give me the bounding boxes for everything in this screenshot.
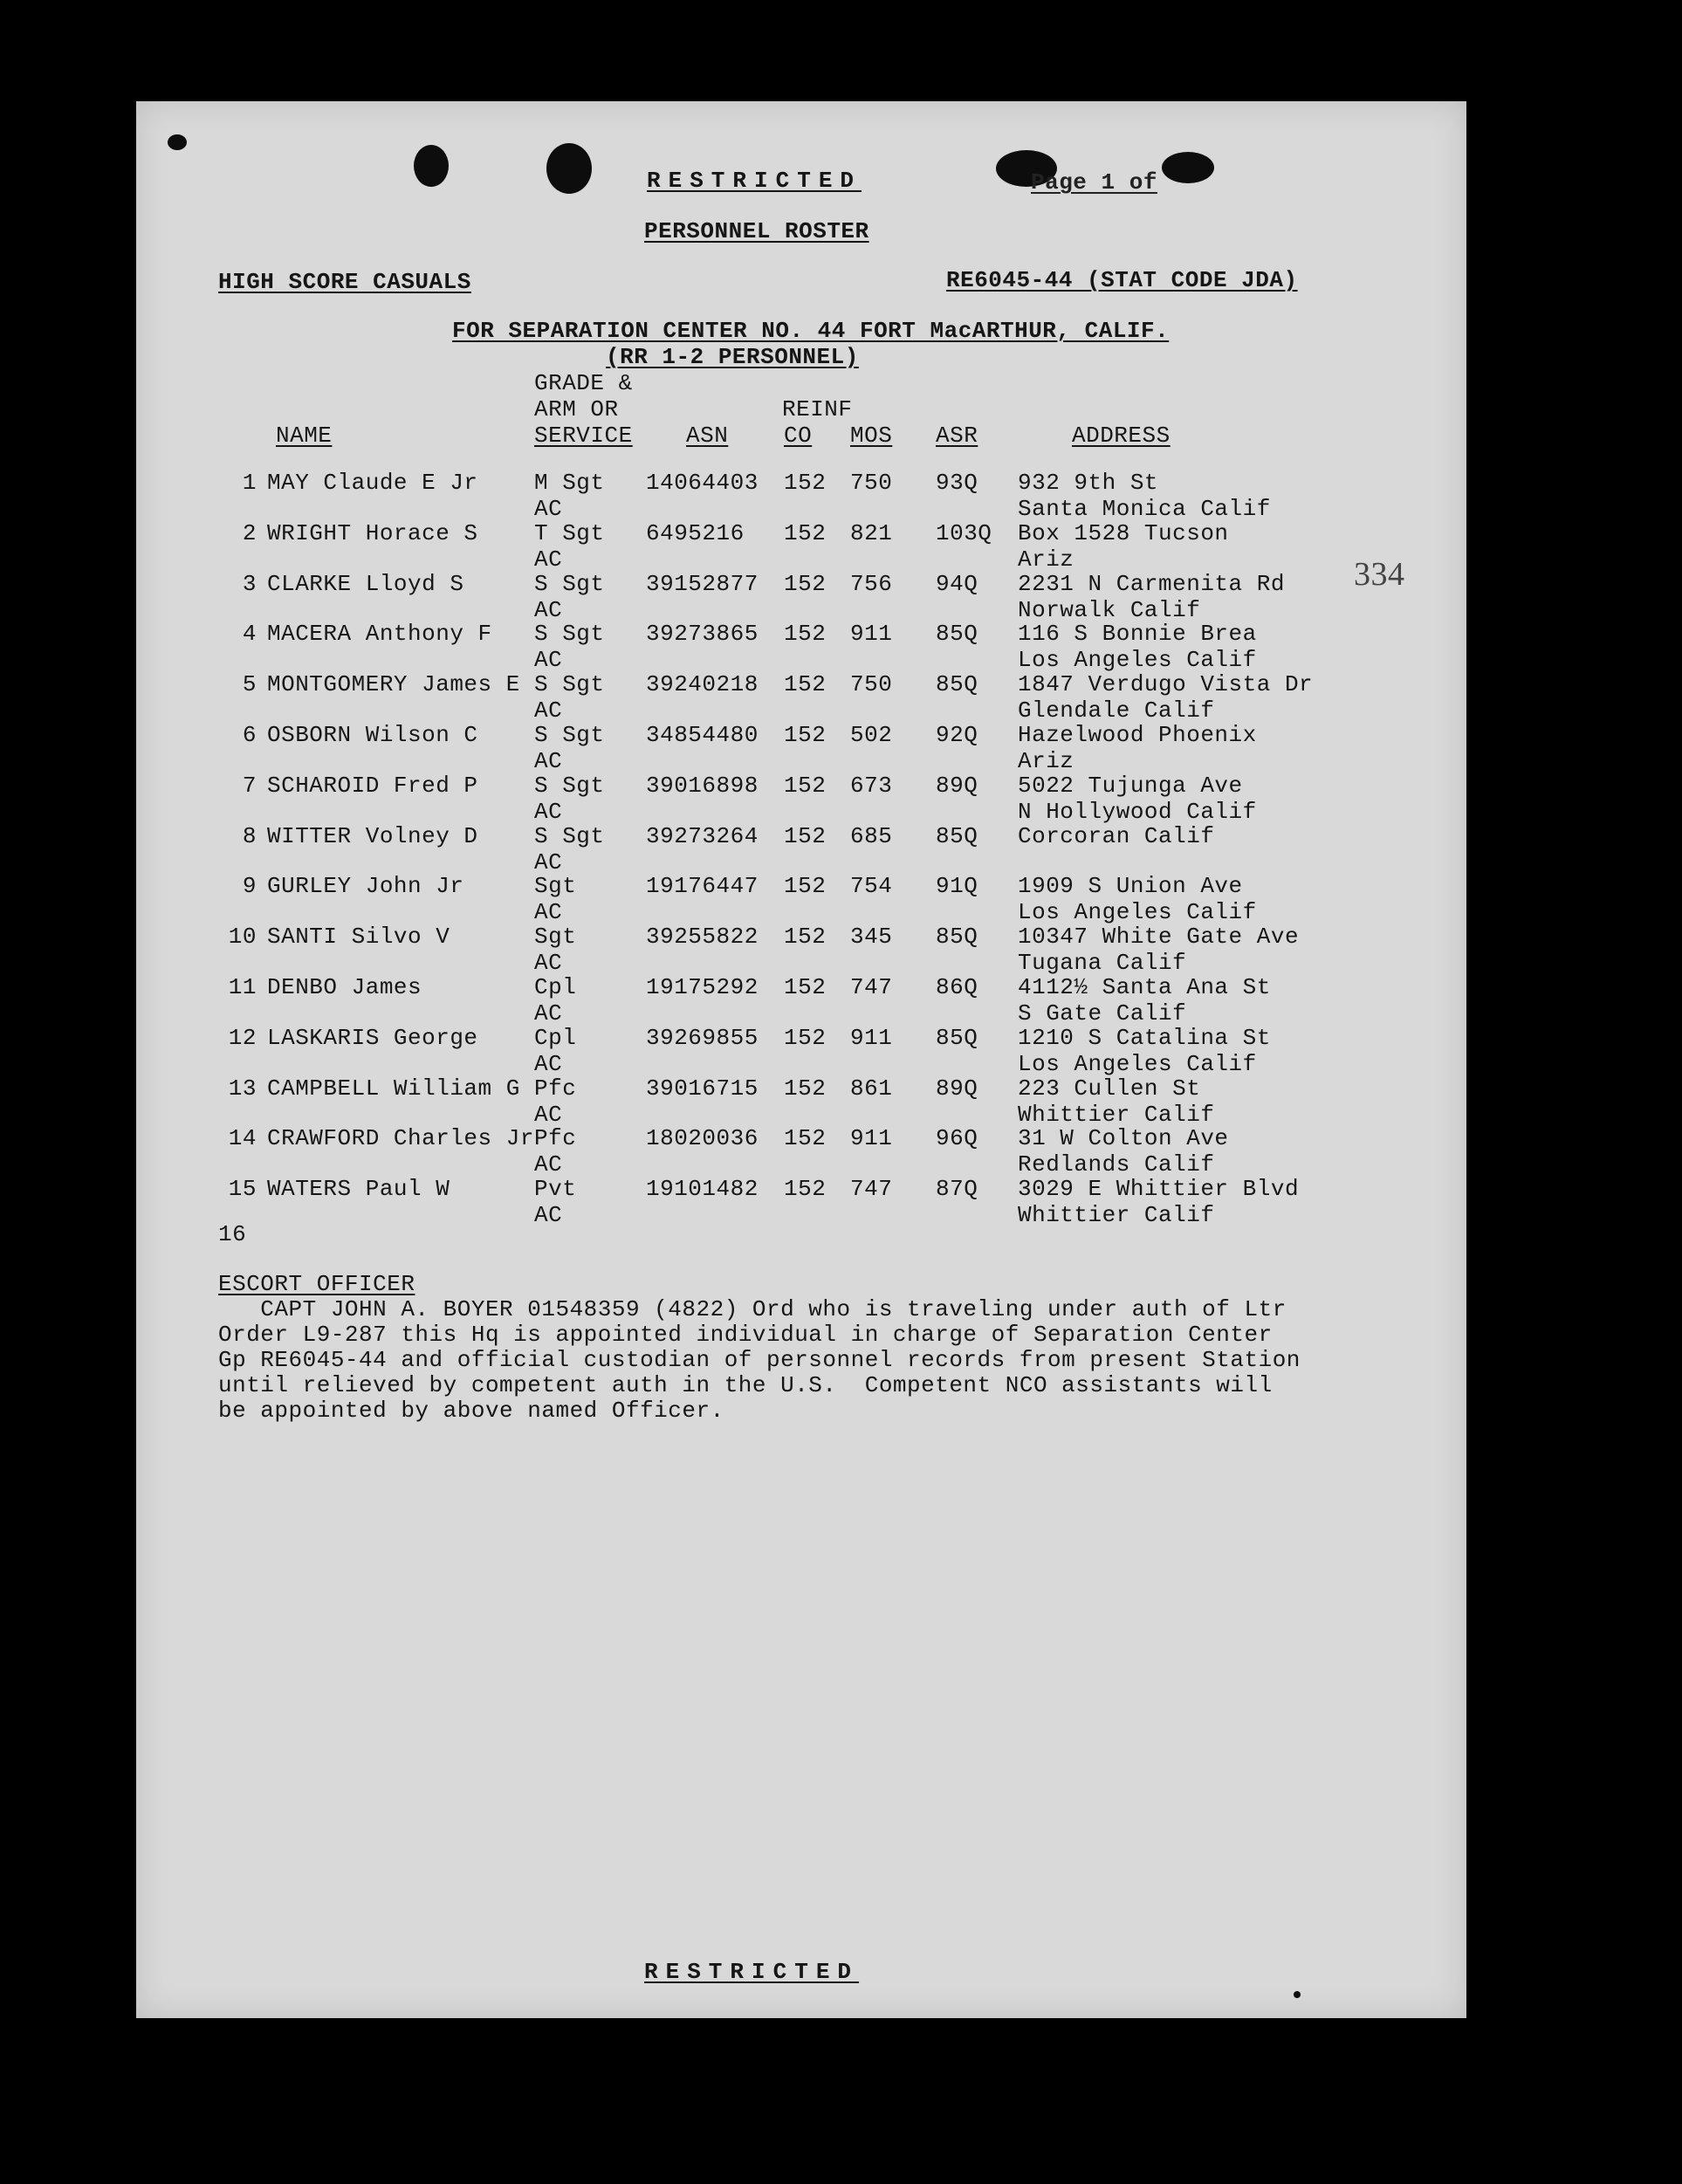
row-num: 7 (242, 772, 257, 799)
row-mos: 821 (850, 519, 893, 546)
table-row (136, 875, 1466, 925)
row-num: 2 (242, 519, 257, 546)
row-grade: Sgt (534, 873, 577, 900)
row-name: CLARKE Lloyd S (267, 570, 464, 597)
row-asr: 93Q (936, 470, 978, 496)
row-asr: 87Q (936, 1176, 978, 1203)
row-asn: 39152877 (646, 570, 759, 597)
row-addr2: Redlands Calif (1018, 1151, 1215, 1178)
col-asn: ASN (686, 422, 729, 449)
row-addr2: S Gate Calif (1018, 1000, 1187, 1027)
row-asn: 39255822 (646, 924, 759, 951)
table-row (136, 1024, 1466, 1077)
row-mos: 345 (850, 924, 893, 951)
row-arm: AC (534, 1101, 563, 1128)
row-grade: M Sgt (534, 470, 605, 496)
row-asn: 39273865 (646, 621, 759, 648)
row-co: 152 (784, 570, 827, 597)
col-grade-line2: ARM OR (534, 396, 619, 422)
row-num: 3 (242, 570, 257, 597)
row-addr1: 2231 N Carmenita Rd (1018, 570, 1285, 597)
col-name: NAME (276, 422, 333, 449)
roster-page (136, 101, 1466, 2018)
row-co: 152 (784, 772, 827, 799)
row-asn: 19176447 (646, 873, 759, 900)
row-addr2: Whittier Calif (1018, 1202, 1215, 1229)
row-asr: 85Q (936, 822, 978, 849)
row-asn: 14064403 (646, 470, 759, 496)
row-asn: 39016715 (646, 1075, 759, 1102)
row-grade: S Sgt (534, 722, 605, 748)
row-16-number: 16 (218, 1221, 247, 1247)
row-grade: Pfc (534, 1125, 577, 1152)
row-arm: AC (534, 798, 563, 825)
restricted-bottom: RESTRICTED (644, 1959, 860, 1985)
row-co: 152 (784, 470, 827, 496)
row-name: CAMPBELL William G (267, 1075, 520, 1102)
row-addr1: 4112½ Santa Ana St (1018, 974, 1271, 1000)
row-addr1: 10347 White Gate Ave (1018, 924, 1300, 951)
row-mos: 911 (850, 621, 893, 648)
escort-line: until relieved by competent auth in the U.S. Competent NCO assistants will (218, 1372, 1273, 1398)
row-arm: AC (534, 848, 563, 876)
row-grade: Pvt (534, 1176, 577, 1203)
row-co: 152 (784, 1075, 827, 1102)
row-num: 9 (242, 873, 257, 900)
row-asr: 92Q (936, 722, 978, 748)
row-addr1: 1909 S Union Ave (1018, 873, 1243, 900)
row-grade: S Sgt (534, 822, 605, 849)
row-mos: 911 (850, 1125, 893, 1152)
col-grade-line3: SERVICE (534, 422, 633, 449)
punch-hole-center (546, 143, 592, 194)
row-addr2: Glendale Calif (1018, 697, 1215, 725)
row-arm: AC (534, 596, 563, 623)
row-num: 8 (242, 822, 257, 849)
row-addr1: 3029 E Whittier Blvd (1018, 1176, 1300, 1203)
row-num: 11 (228, 974, 257, 1000)
col-grade-line1: GRADE & (534, 370, 633, 396)
row-addr1: 223 Cullen St (1018, 1075, 1201, 1102)
row-mos: 911 (850, 1024, 893, 1051)
row-num: 6 (242, 722, 257, 748)
personnel-line: (RR 1-2 PERSONNEL) (606, 344, 859, 370)
row-arm: AC (534, 1050, 563, 1077)
table-row (136, 570, 1466, 623)
row-addr1: Corcoran Calif (1018, 822, 1215, 849)
row-asr: 85Q (936, 1024, 978, 1051)
row-arm: AC (534, 1202, 563, 1229)
row-mos: 861 (850, 1075, 893, 1102)
row-name: GURLEY John Jr (267, 873, 464, 900)
col-co: CO (784, 422, 813, 449)
row-asr: 103Q (936, 519, 992, 546)
row-name: SANTI Silvo V (267, 924, 450, 951)
row-name: MAY Claude E Jr (267, 470, 478, 496)
row-asn: 39269855 (646, 1024, 759, 1051)
row-asn: 34854480 (646, 722, 759, 748)
row-arm: AC (534, 899, 563, 926)
side-stamp-number: 334 (1354, 556, 1405, 593)
table-row (136, 673, 1466, 724)
row-asn: 19175292 (646, 974, 759, 1000)
row-num: 15 (228, 1176, 257, 1203)
row-asn: 39016898 (646, 772, 759, 799)
row-addr1: 31 W Colton Ave (1018, 1125, 1229, 1152)
row-asr: 89Q (936, 1075, 978, 1102)
row-addr2: Ariz (1018, 748, 1074, 774)
row-addr1: Hazelwood Phoenix (1018, 722, 1257, 748)
ink-blot-page-total (1162, 152, 1214, 183)
row-addr1: Box 1528 Tucson (1018, 519, 1229, 546)
escort-line: Order L9-287 this Hq is appointed individual in charge of Separation Center (218, 1322, 1273, 1348)
row-num: 12 (228, 1024, 257, 1051)
row-co: 152 (784, 621, 827, 648)
row-addr2: Whittier Calif (1018, 1101, 1215, 1128)
row-co: 152 (784, 1024, 827, 1051)
center-line: FOR SEPARATION CENTER NO. 44 FORT MacARTHUR, CALIF. (452, 318, 1170, 344)
row-asn: 18020036 (646, 1125, 759, 1152)
row-co: 152 (784, 873, 827, 900)
row-num: 10 (228, 924, 257, 951)
row-name: MONTGOMERY James E (267, 671, 520, 698)
row-num: 13 (228, 1075, 257, 1102)
row-addr2: Los Angeles Calif (1018, 899, 1257, 926)
row-mos: 754 (850, 873, 893, 900)
row-mos: 673 (850, 772, 893, 799)
row-mos: 750 (850, 470, 893, 496)
row-asn: 39273264 (646, 822, 759, 849)
row-arm: AC (534, 1151, 563, 1178)
row-num: 4 (242, 621, 257, 648)
restricted-top: RESTRICTED (647, 168, 862, 194)
escort-line: be appointed by above named Officer. (218, 1398, 724, 1424)
row-arm: AC (534, 496, 563, 522)
row-co: 152 (784, 519, 827, 546)
row-name: LASKARIS George (267, 1024, 478, 1051)
escort-line: CAPT JOHN A. BOYER 01548359 (4822) Ord who is traveling under auth of Ltr (218, 1296, 1287, 1322)
col-reinf: REINF (782, 396, 853, 422)
row-arm: AC (534, 546, 563, 573)
row-num: 1 (242, 470, 257, 496)
row-grade: Cpl (534, 1024, 577, 1051)
table-row (136, 519, 1466, 573)
ink-blot-top-left (168, 134, 187, 150)
row-arm: AC (534, 1000, 563, 1027)
row-addr1: 932 9th St (1018, 470, 1159, 496)
row-addr1: 1847 Verdugo Vista Dr (1018, 671, 1314, 698)
row-grade: Cpl (534, 974, 577, 1000)
col-asr: ASR (936, 422, 978, 449)
table-row (136, 724, 1466, 774)
row-asr: 85Q (936, 671, 978, 698)
row-asn: 39240218 (646, 671, 759, 698)
row-name: OSBORN Wilson C (267, 722, 478, 748)
row-grade: S Sgt (534, 772, 605, 799)
page-info: Page 1 of (1031, 169, 1157, 196)
row-addr2: Ariz (1018, 546, 1074, 573)
row-asr: 89Q (936, 772, 978, 799)
row-asr: 91Q (936, 873, 978, 900)
group-code: RE6045-44 (STAT CODE JDA) (946, 267, 1298, 293)
row-co: 152 (784, 974, 827, 1000)
row-addr2: Norwalk Calif (1018, 596, 1201, 623)
table-row (136, 471, 1466, 522)
row-num: 5 (242, 671, 257, 698)
row-addr2: Los Angeles Calif (1018, 647, 1257, 674)
row-co: 152 (784, 671, 827, 698)
col-address: ADDRESS (1072, 422, 1171, 449)
row-name: MACERA Anthony F (267, 621, 492, 648)
row-co: 152 (784, 822, 827, 849)
table-row (136, 774, 1466, 825)
row-name: WITTER Volney D (267, 822, 478, 849)
row-mos: 750 (850, 671, 893, 698)
row-co: 152 (784, 1176, 827, 1203)
row-name: SCHAROID Fred P (267, 772, 478, 799)
row-num: 14 (228, 1125, 257, 1152)
roster-title: PERSONNEL ROSTER (644, 218, 869, 244)
row-asn: 6495216 (646, 519, 745, 546)
row-arm: AC (534, 950, 563, 977)
row-asr: 94Q (936, 570, 978, 597)
row-mos: 756 (850, 570, 893, 597)
group-label: HIGH SCORE CASUALS (218, 269, 471, 295)
row-grade: S Sgt (534, 621, 605, 648)
row-addr1: 5022 Tujunga Ave (1018, 772, 1243, 799)
row-name: WATERS Paul W (267, 1176, 450, 1203)
row-co: 152 (784, 924, 827, 951)
row-addr1: 116 S Bonnie Brea (1018, 621, 1257, 648)
row-mos: 502 (850, 722, 893, 748)
row-arm: AC (534, 748, 563, 774)
row-mos: 747 (850, 1176, 893, 1203)
row-addr2: Tugana Calif (1018, 950, 1187, 977)
row-asn: 19101482 (646, 1176, 759, 1203)
row-grade: Pfc (534, 1075, 577, 1102)
table-row (136, 822, 1466, 876)
row-asr: 85Q (936, 621, 978, 648)
table-row (136, 1077, 1466, 1128)
escort-paragraph (218, 1297, 1458, 1424)
row-grade: Sgt (534, 924, 577, 951)
row-addr2: N Hollywood Calif (1018, 798, 1257, 825)
row-arm: AC (534, 647, 563, 674)
row-grade: S Sgt (534, 570, 605, 597)
row-addr1: 1210 S Catalina St (1018, 1024, 1271, 1051)
row-grade: T Sgt (534, 519, 605, 546)
row-asr: 85Q (936, 924, 978, 951)
table-row (136, 925, 1466, 976)
escort-heading: ESCORT OFFICER (218, 1271, 415, 1297)
row-mos: 685 (850, 822, 893, 849)
punch-hole-left (414, 145, 449, 187)
row-name: WRIGHT Horace S (267, 519, 478, 546)
row-asr: 96Q (936, 1125, 978, 1152)
row-name: CRAWFORD Charles Jr (267, 1125, 534, 1152)
table-row (136, 1178, 1466, 1228)
row-arm: AC (534, 697, 563, 725)
row-addr2: Los Angeles Calif (1018, 1050, 1257, 1077)
table-row (136, 976, 1466, 1027)
col-mos: MOS (850, 422, 893, 449)
escort-line: Gp RE6045-44 and official custodian of personnel records from present Station (218, 1347, 1301, 1373)
table-row (136, 622, 1466, 673)
row-co: 152 (784, 722, 827, 748)
row-addr2: Santa Monica Calif (1018, 496, 1271, 522)
row-asr: 86Q (936, 974, 978, 1000)
row-co: 152 (784, 1125, 827, 1152)
row-name: DENBO James (267, 974, 422, 1000)
ink-dot-bottom-right (1294, 1991, 1301, 1998)
row-grade: S Sgt (534, 671, 605, 698)
table-row (136, 1127, 1466, 1178)
row-mos: 747 (850, 974, 893, 1000)
